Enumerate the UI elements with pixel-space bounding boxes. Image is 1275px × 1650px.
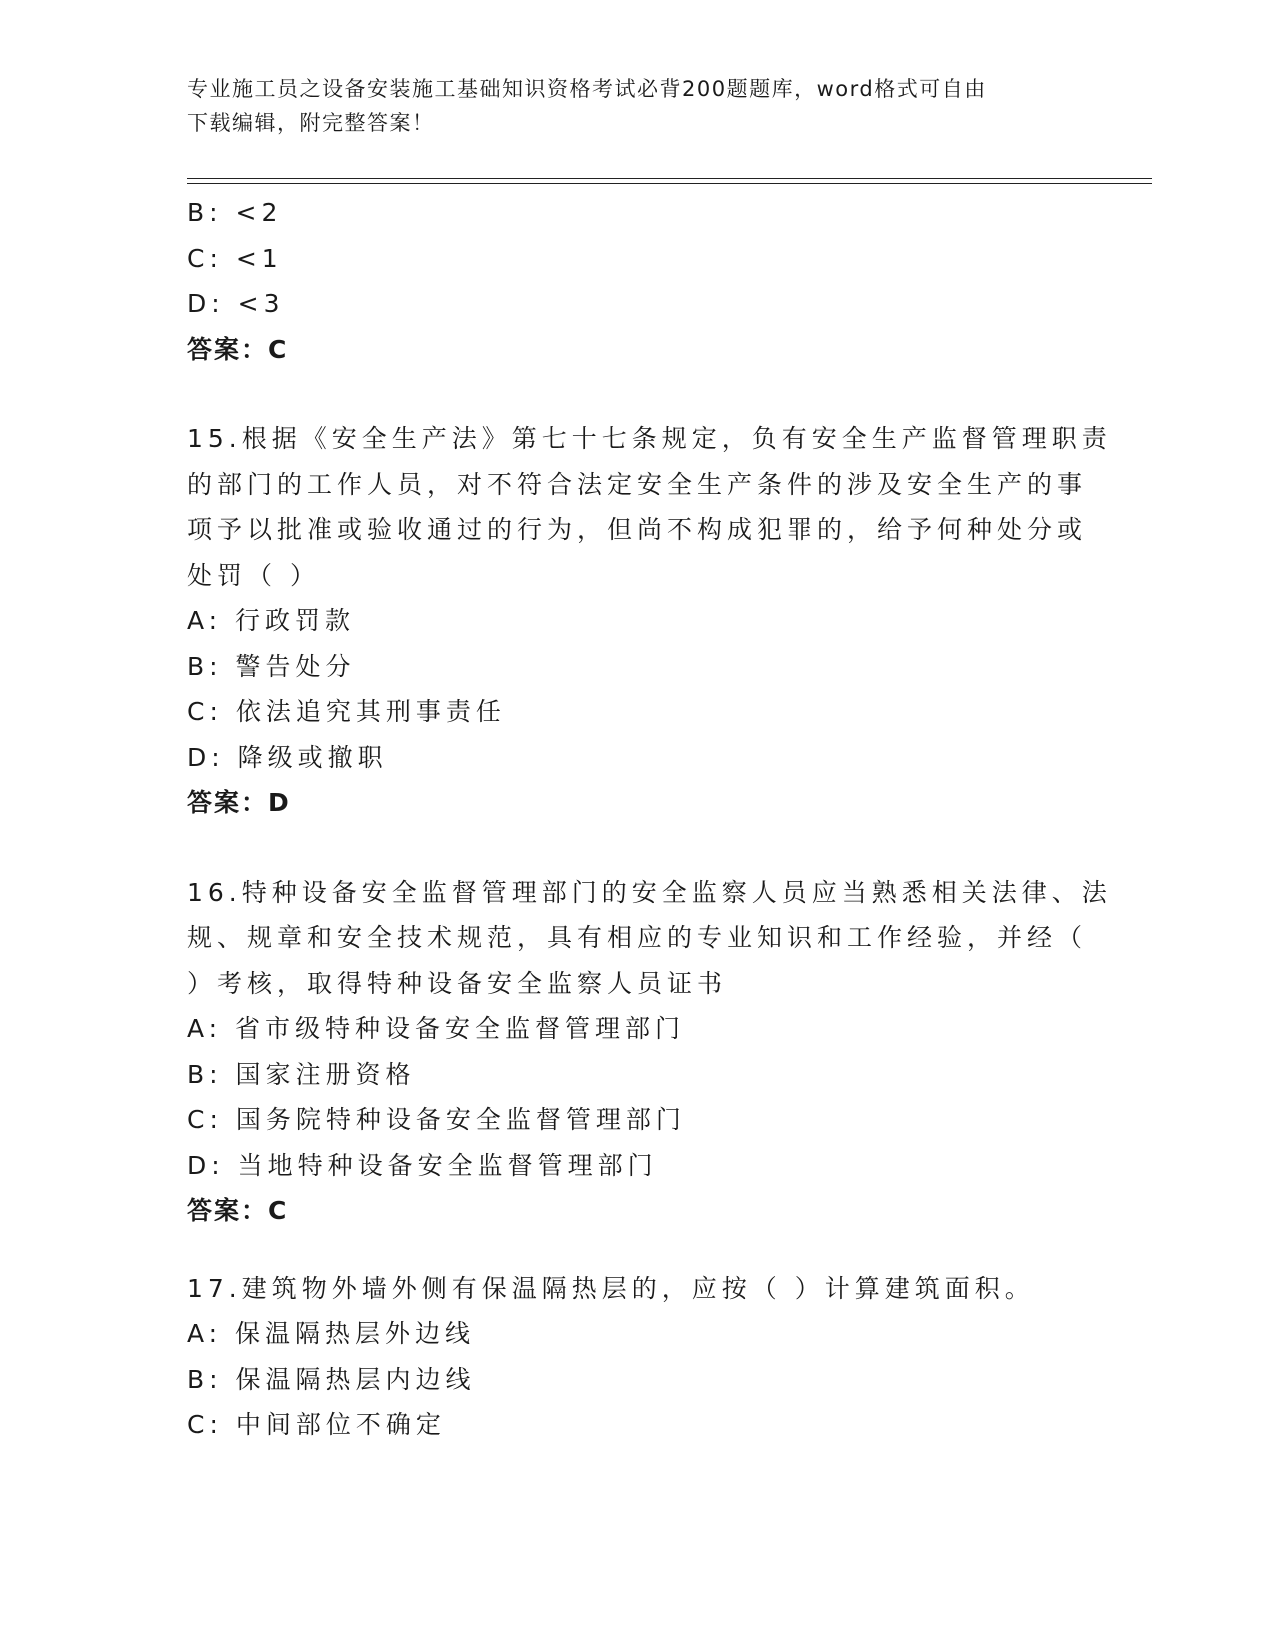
option-b: B: 保温隔热层内边线	[187, 1364, 476, 1394]
header-line-2: 下载编辑，附完整答案！	[187, 111, 435, 135]
question-text-line: 17.建筑物外墙外侧有保温隔热层的，应按（ ）计算建筑面积。	[187, 1273, 1035, 1303]
question-17	[187, 1266, 1087, 1448]
spacer	[187, 826, 1087, 870]
spacer	[187, 1234, 1087, 1266]
option-a: A: 行政罚款	[187, 606, 356, 635]
question-body	[187, 190, 1112, 1448]
option-d: D: 当地特种设备安全监督管理部门	[187, 1150, 658, 1180]
header-divider-bottom	[187, 183, 1152, 184]
question-text-line: 处罚（ ）	[187, 560, 320, 590]
question-text-line: ）考核，取得特种设备安全监察人员证书	[187, 968, 728, 998]
option-d: D: 降级或撤职	[187, 742, 388, 772]
question-text-line: 规、规章和安全技术规范，具有相应的专业知识和工作经验，并经（	[187, 923, 1088, 952]
option-a: A: 省市级特种设备安全监督管理部门	[187, 1014, 686, 1043]
option-b: B: <2	[187, 198, 283, 227]
header-line-1: 专业施工员之设备安装施工基础知识资格考试必背200题题库，word格式可自由	[187, 77, 987, 101]
answer: 答案：C	[187, 1196, 289, 1225]
question-text-line: 的部门的工作人员，对不符合法定安全生产条件的涉及安全生产的事	[187, 469, 1088, 499]
option-a: A: 保温隔热层外边线	[187, 1319, 476, 1348]
option-d: D: <3	[187, 289, 285, 318]
question-text-line: 项予以批准或验收通过的行为，但尚不构成犯罪的，给予何种处分或	[187, 515, 1088, 544]
option-c: C: <1	[187, 243, 283, 273]
spacer	[187, 372, 1087, 416]
answer: 答案：C	[187, 334, 289, 364]
option-b: B: 警告处分	[187, 651, 356, 681]
option-c: C: 中间部位不确定	[187, 1410, 446, 1439]
question-15	[187, 416, 1112, 826]
question-16	[187, 870, 1112, 1234]
option-b: B: 国家注册资格	[187, 1059, 416, 1089]
question-text-line: 16.特种设备安全监督管理部门的安全监察人员应当熟悉相关法律、法	[187, 877, 1112, 907]
question-14-tail	[187, 190, 1087, 372]
answer: 答案：D	[187, 788, 291, 817]
question-text-line: 15.根据《安全生产法》第七十七条规定，负有安全生产监督管理职责	[187, 424, 1112, 453]
option-c: C: 依法追究其刑事责任	[187, 697, 506, 726]
document-header	[187, 72, 1087, 140]
option-c: C: 国务院特种设备安全监督管理部门	[187, 1105, 686, 1134]
header-divider-top	[187, 178, 1152, 179]
